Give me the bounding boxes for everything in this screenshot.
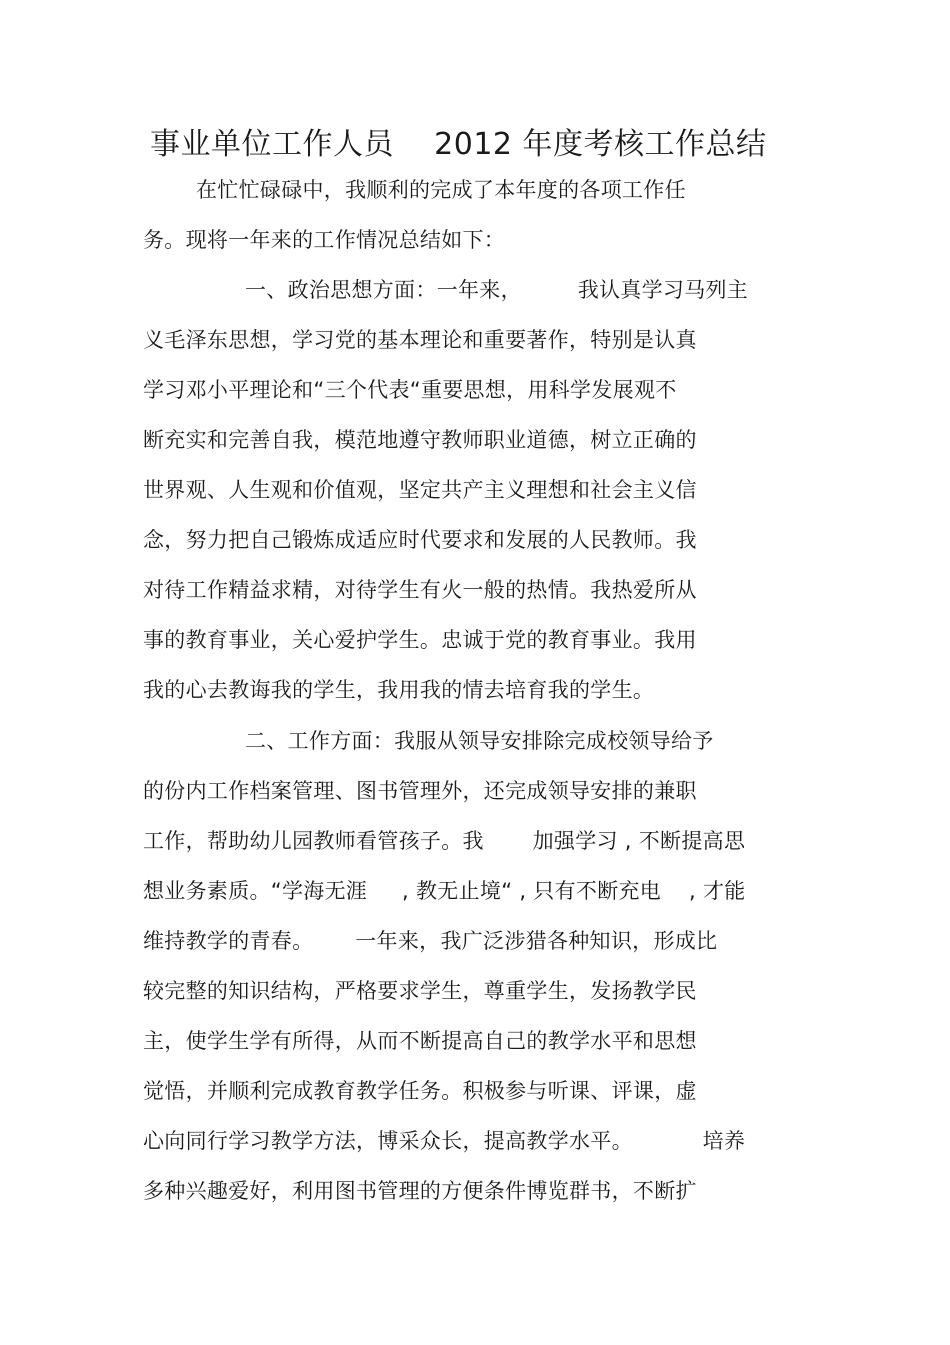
paragraph-line: 较完整的知识结构，严格要求学生，尊重学生，发扬教学民	[143, 979, 697, 1003]
paragraph-line: 断充实和完善自我，模范地遵守教师职业道德，树立正确的	[143, 428, 697, 452]
paragraph-line: 世界观、人生观和价值观，坚定共产主义理想和社会主义信	[143, 478, 697, 502]
paragraph-line: 事的教育事业，关心爱护学生。忠诚于党的教育事业。我用	[143, 628, 697, 652]
document-title: 事业单位工作人员 2012 年度考核工作总结	[150, 127, 767, 162]
paragraph-line: 主，使学生学有所得，从而不断提高自己的教学水平和思想	[143, 1029, 697, 1053]
paragraph-line: 二、工作方面：我服从领导安排除完成校领导给予	[245, 729, 714, 753]
paragraph-line: 务。现将一年来的工作情况总结如下：	[143, 228, 506, 252]
paragraph-line: 在忙忙碌碌中，我顺利的完成了本年度的各项工作任	[196, 178, 686, 202]
paragraph-line: 一、政治思想方面：一年来， 我认真学习马列主	[245, 278, 749, 302]
paragraph-line: 学习邓小平理论和“三个代表“重要思想，用科学发展观不	[143, 378, 677, 402]
paragraph-line: 想业务素质。“学海无涯 , 教无止境“ , 只有不断充电 , 才能	[143, 879, 746, 903]
paragraph-line: 维持教学的青春。 一年来，我广泛涉猎各种知识，形成比	[143, 929, 718, 953]
paragraph-line: 的份内工作档案管理、图书管理外，还完成领导安排的兼职	[143, 779, 697, 803]
paragraph-line: 我的心去教诲我的学生，我用我的情去培育我的学生。	[143, 678, 655, 702]
paragraph-line: 工作，帮助幼儿园教师看管孩子。我 加强学习 , 不断提高思	[143, 829, 746, 853]
paragraph-line: 对待工作精益求精，对待学生有火一般的热情。我热爱所从	[143, 578, 697, 602]
paragraph-line: 念，努力把自己锻炼成适应时代要求和发展的人民教师。我	[143, 528, 697, 552]
paragraph-line: 义毛泽东思想，学习党的基本理论和重要著作，特别是认真	[143, 328, 697, 352]
paragraph-line: 觉悟，并顺利完成教育教学任务。积极参与听课、评课，虚	[143, 1079, 697, 1103]
paragraph-line: 心向同行学习教学方法，博采众长，提高教学水平。 培养	[143, 1129, 746, 1153]
paragraph-line: 多种兴趣爱好，利用图书管理的方便条件博览群书，不断扩	[143, 1179, 697, 1203]
